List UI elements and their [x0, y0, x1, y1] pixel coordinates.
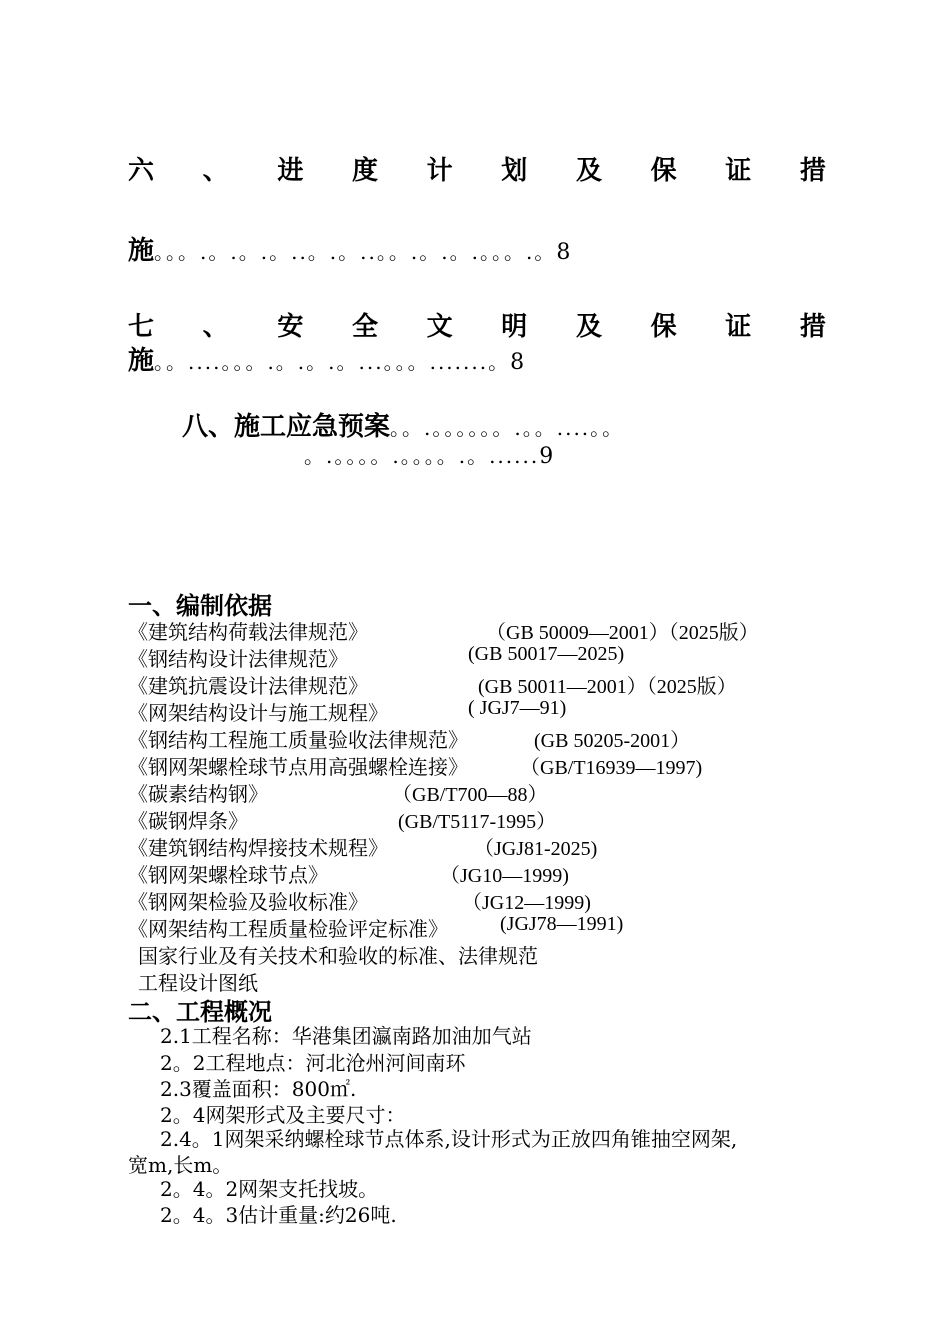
reference-item	[128, 697, 388, 726]
reference-code: （JG12—1999)	[462, 892, 591, 914]
reference-code: （JG10—1999)	[440, 865, 569, 887]
toc-dots: 。.。。。。.。。。。.。......	[304, 444, 540, 468]
toc-char: 文	[426, 312, 453, 342]
reference-code: （GB/T16939—1997)	[520, 757, 703, 779]
toc-item-6-heading	[128, 150, 826, 187]
toc-char: 及	[575, 156, 602, 186]
toc-item-8-leader[interactable]	[304, 440, 950, 469]
reference-item	[128, 724, 468, 753]
reference-item	[128, 616, 368, 645]
toc-page-number: 9	[539, 444, 554, 469]
toc-page-number: 8	[510, 350, 525, 375]
reference-item	[128, 778, 268, 807]
reference-item	[128, 670, 368, 699]
reference-name: 《建筑钢结构焊接技术规程》	[128, 836, 388, 860]
toc-char: 、	[202, 156, 229, 186]
reference-code: （GB 50009—2001）（2025版）	[486, 622, 759, 644]
project-support: 2。4。2网架支托找坡。	[160, 1177, 379, 1201]
project-form-detail-cont: 宽m,长m。	[128, 1153, 233, 1177]
project-form-detail: 2.4。1网架采纳螺栓球节点体系,设计形式为正放四角锥抽空网架,	[160, 1127, 738, 1151]
toc-char: 保	[650, 156, 677, 186]
reference-item	[128, 832, 388, 861]
reference-name: 《钢结构工程施工质量验收法律规范》	[128, 728, 468, 752]
reference-name: 《网架结构设计与施工规程》	[128, 701, 388, 725]
toc-dots: 。。。.。.。.。..。.。..。。.。.。.。。。.。	[154, 240, 557, 264]
reference-name: 《钢结构设计法律规范》	[128, 647, 348, 671]
reference-name: 《钢网架螺栓球节点》	[128, 863, 328, 887]
project-location: 2。2工程地点：河北沧州河间南环	[160, 1051, 466, 1075]
project-area: 2.3覆盖面积：800㎡.	[160, 1077, 357, 1101]
toc-title: 八、施工应急预案	[182, 412, 391, 442]
toc-char: 证	[725, 156, 752, 186]
toc-char: 明	[501, 312, 528, 342]
reference-name: 《钢网架螺栓球节点用高强螺栓连接》	[128, 755, 468, 779]
toc-char: 计	[426, 156, 453, 186]
reference-code: （GB/T700—88）	[392, 784, 548, 806]
project-form-heading: 2。4网架形式及主要尺寸：	[160, 1103, 406, 1127]
toc-page-number: 8	[556, 240, 571, 265]
toc-dots: 。。....。。。.。.。.。...。。。.......。	[154, 350, 511, 374]
reference-name: 《碳钢焊条》	[128, 809, 248, 833]
toc-char: 进	[277, 156, 304, 186]
reference-code: (GB 50017—2025)	[468, 643, 625, 665]
section-2-title: 二、工程概况	[128, 997, 272, 1026]
section-1-title: 一、编制依据	[128, 591, 272, 620]
reference-note: 工程设计图纸	[138, 971, 258, 995]
reference-name: 《碳素结构钢》	[128, 782, 268, 806]
toc-char: 措	[799, 312, 826, 342]
project-weight: 2。4。3估计重量:约26吨.	[160, 1203, 397, 1227]
reference-item	[128, 886, 368, 915]
toc-item-6-leader[interactable]	[128, 230, 826, 267]
reference-code: （JGJ81-2025)	[474, 838, 598, 860]
project-name: 2.1工程名称：华港集团瀛南路加油加气站	[160, 1024, 532, 1048]
reference-code: (JGJ78—1991)	[500, 913, 624, 935]
toc-char: 证	[725, 312, 752, 342]
reference-item	[128, 751, 468, 780]
toc-char: 、	[202, 312, 229, 342]
toc-item-7-leader[interactable]	[128, 340, 826, 377]
toc-tail: 施	[128, 346, 155, 376]
reference-item	[128, 805, 248, 834]
reference-name: 《建筑抗震设计法律规范》	[128, 674, 368, 698]
toc-tail: 施	[128, 236, 155, 266]
toc-item-8[interactable]	[182, 406, 880, 443]
reference-code: (GB 50205-2001）	[534, 730, 691, 752]
toc-char: 全	[351, 312, 378, 342]
toc-char: 度	[351, 156, 378, 186]
reference-name: 《网架结构工程质量检验评定标准》	[128, 917, 448, 941]
toc-dots: 。。.。。。。。。.。。....。。	[390, 416, 625, 440]
reference-name: 《建筑结构荷载法律规范》	[128, 620, 368, 644]
toc-char: 七	[128, 312, 155, 342]
toc-char: 措	[799, 156, 826, 186]
reference-code: (GB 50011—2001）（2025版）	[478, 676, 737, 698]
reference-code: (GB/T5117-1995）	[398, 811, 557, 833]
toc-item-7-heading	[128, 306, 826, 343]
reference-item	[128, 859, 328, 888]
reference-code: ( JGJ7—91)	[468, 697, 567, 719]
reference-note: 国家行业及有关技术和验收的标准、法律规范	[138, 944, 538, 968]
toc-char: 六	[128, 156, 155, 186]
reference-name: 《钢网架检验及验收标准》	[128, 890, 368, 914]
toc-char: 划	[501, 156, 528, 186]
reference-item	[128, 913, 448, 942]
reference-item	[128, 643, 348, 672]
toc-char: 安	[277, 312, 304, 342]
toc-char: 及	[575, 312, 602, 342]
toc-char: 保	[650, 312, 677, 342]
